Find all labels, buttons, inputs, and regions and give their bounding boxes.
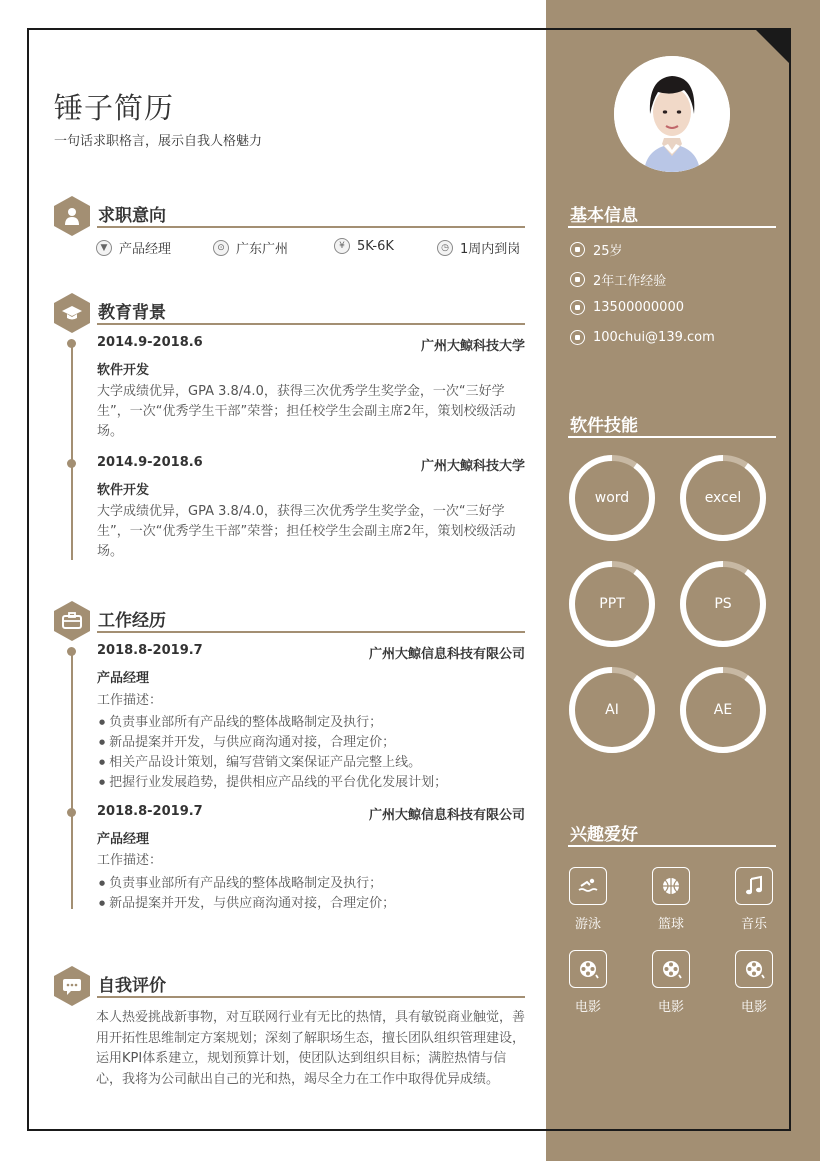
skill-label: AI: [605, 702, 619, 718]
briefcase-icon: [570, 272, 585, 287]
education-timeline: [71, 343, 73, 560]
education-desc: 大学成绩优异，GPA 3.8/4.0，获得三次优秀学生奖学金，一次“三好学生”，一次“优秀学生干部”荣誉；担任校学生会副主席2年，策划校级活动场。: [97, 384, 516, 439]
resume-motto: 一句话求职格言，展示自我人格魅力: [54, 134, 263, 149]
hobby-label: 篮球: [657, 917, 684, 932]
work-date: 2018.8-2019.7: [97, 804, 203, 819]
info-phone: [570, 300, 684, 315]
sidebar-title-hobbies: 兴趣爱好: [570, 825, 638, 845]
work-bullet: ● 把握行业发展趋势，提供相应产品线的平台优化发展计划；: [99, 771, 447, 790]
work-desc-label: 工作描述：: [97, 693, 163, 708]
hobby-film: [734, 950, 774, 1015]
skill-label: PPT: [599, 596, 625, 612]
intent-salary: [334, 238, 394, 254]
clock-icon: ◷: [437, 240, 453, 256]
work-date: 2018.8-2019.7: [97, 643, 203, 658]
sidebar-title-basic: 基本信息: [570, 206, 638, 226]
skill-ring-word: [567, 453, 657, 543]
corner-decoration: [756, 30, 790, 64]
work-company: 广州大鲸信息科技有限公司: [368, 647, 525, 662]
section-title-work: 工作经历: [98, 611, 166, 631]
intent-salary-text: 5K-6K: [357, 238, 394, 254]
sidebar-divider: [568, 226, 776, 228]
skill-label: excel: [704, 490, 742, 506]
info-email: [570, 330, 715, 345]
work-role: 产品经理: [97, 832, 150, 847]
hobby-label: 游泳: [574, 917, 601, 932]
hobby-label: 音乐: [740, 917, 767, 932]
section-divider: [97, 323, 525, 325]
intent-position-text: 产品经理: [119, 242, 172, 257]
section-title-intent: 求职意向: [98, 206, 166, 226]
skill-label: word: [594, 490, 630, 506]
skill-ring-ai: [567, 665, 657, 755]
info-email-text: 100chui@139.com: [593, 330, 715, 345]
intent-position: [96, 238, 171, 257]
hobby-music: [734, 867, 774, 932]
intent-location-text: 广东广州: [236, 242, 289, 257]
info-phone-text: 13500000000: [593, 300, 684, 315]
info-age-text: 25岁: [593, 244, 623, 259]
work-role: 产品经理: [97, 671, 150, 686]
education-date: 2014.9-2018.6: [97, 335, 203, 350]
work-bullet: ● 负责事业部所有产品线的整体战略制定及执行；: [99, 711, 382, 730]
hobby-label: 电影: [657, 1000, 684, 1015]
section-title-self: 自我评价: [98, 976, 166, 996]
film-icon: [569, 950, 607, 988]
avatar: [614, 56, 730, 172]
skill-label: PS: [714, 596, 732, 612]
skill-ring-excel: [678, 453, 768, 543]
work-timeline: [71, 651, 73, 909]
music-icon: [735, 867, 773, 905]
section-title-education: 教育背景: [98, 303, 166, 323]
timeline-dot: [67, 808, 76, 817]
section-divider: [97, 631, 525, 633]
work-bullet: ● 相关产品设计策划，编写营销文案保证产品完整上线。: [99, 751, 421, 770]
education-major: 软件开发: [97, 483, 150, 498]
timeline-dot: [67, 459, 76, 468]
info-experience: [570, 270, 666, 289]
tie-icon: ▼: [96, 240, 112, 256]
film-icon: [652, 950, 690, 988]
film-icon: [735, 950, 773, 988]
skill-label: AE: [713, 702, 733, 718]
skill-ring-ps: [678, 559, 768, 649]
location-icon: ⊙: [213, 240, 229, 256]
education-major: 软件开发: [97, 363, 150, 378]
work-company: 广州大鲸信息科技有限公司: [368, 808, 525, 823]
work-bullet: ● 新品提案并开发，与供应商沟通对接，合理定价；: [99, 892, 395, 911]
skill-ring-ae: [678, 665, 768, 755]
section-divider: [97, 226, 525, 228]
self-eval-text: 本人热爱挑战新事物，对互联网行业有无比的热情，具有敏锐商业触觉，善用开拓性思维制定方案规划；深刻了解职场生态，擅长团队组织管理建设，运用KPI体系建立，规划预算计划，使团队达到组织目标；满腔热情与信心，我将为公司献出自己的光和热，竭尽全力在工作中取得优异成绩。: [96, 1010, 526, 1087]
hobby-film: [651, 950, 691, 1015]
swim-icon: [569, 867, 607, 905]
education-school: 广州大鲸科技大学: [420, 339, 525, 354]
education-date: 2014.9-2018.6: [97, 455, 203, 470]
timeline-dot: [67, 647, 76, 656]
education-desc: 大学成绩优异，GPA 3.8/4.0，获得三次优秀学生奖学金，一次“三好学生”，一次“优秀学生干部”荣誉；担任校学生会副主席2年，策划校级活动场。: [97, 504, 516, 559]
email-icon: [570, 330, 585, 345]
work-bullet: ● 新品提案并开发，与供应商沟通对接，合理定价；: [99, 731, 395, 750]
hobby-basketball: [651, 867, 691, 932]
hobby-label: 电影: [740, 1000, 767, 1015]
hobby-film: [568, 950, 608, 1015]
sidebar-divider: [568, 436, 776, 438]
education-school: 广州大鲸科技大学: [420, 459, 525, 474]
hobby-label: 电影: [574, 1000, 601, 1015]
info-age: [570, 240, 623, 259]
info-experience-text: 2年工作经验: [593, 274, 667, 289]
yen-icon: ¥: [334, 238, 350, 254]
sidebar-title-skills: 软件技能: [570, 416, 638, 436]
intent-location: [213, 238, 288, 257]
intent-availability: [437, 238, 520, 257]
age-icon: [570, 242, 585, 257]
phone-icon: [570, 300, 585, 315]
basketball-icon: [652, 867, 690, 905]
timeline-dot: [67, 339, 76, 348]
work-desc-label: 工作描述：: [97, 853, 163, 868]
section-divider: [97, 996, 525, 998]
work-bullet: ● 负责事业部所有产品线的整体战略制定及执行；: [99, 872, 382, 891]
intent-availability-text: 1周内到岗: [460, 242, 521, 257]
skill-ring-ppt: [567, 559, 657, 649]
resume-name: 锤子简历: [54, 91, 175, 125]
hobby-swim: [568, 867, 608, 932]
sidebar-divider: [568, 845, 776, 847]
